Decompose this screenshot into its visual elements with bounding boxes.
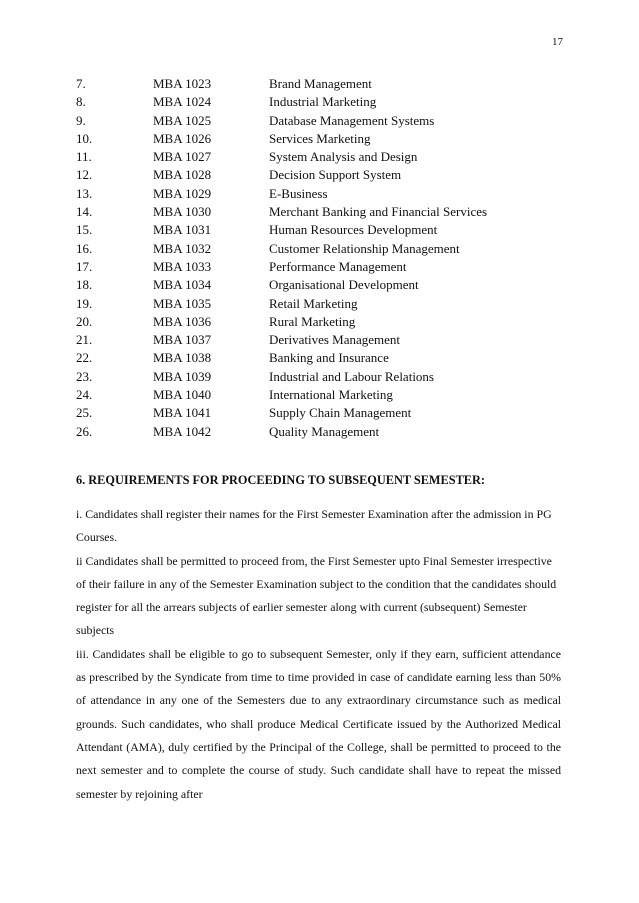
course-number: 23. [76, 368, 93, 384]
course-number: 14. [76, 204, 93, 220]
course-number: 12. [76, 167, 93, 183]
course-row [76, 240, 566, 258]
course-number: 19. [76, 295, 93, 311]
course-row [76, 386, 566, 404]
course-row [76, 258, 566, 276]
course-code: MBA 1024 [153, 94, 212, 110]
course-number: 13. [76, 185, 93, 201]
course-code: MBA 1032 [153, 240, 212, 256]
course-row [76, 313, 566, 331]
course-code: MBA 1036 [153, 313, 212, 329]
course-row [76, 221, 566, 239]
course-title: Banking and Insurance [269, 350, 389, 366]
course-number: 11. [76, 149, 92, 165]
section-body [76, 503, 561, 806]
course-number: 7. [76, 76, 86, 91]
course-code: MBA 1029 [153, 185, 212, 201]
course-title: Performance Management [269, 258, 407, 274]
course-row [76, 75, 566, 93]
course-title: Brand Management [269, 76, 372, 91]
course-code: MBA 1026 [153, 130, 212, 146]
course-number: 15. [76, 222, 93, 238]
course-number: 26. [76, 423, 93, 439]
paragraph-progression: ii Candidates shall be permitted to proceed from, the First Semester upto Final Semester irrespective of their failure in any of the Semester Examination subject to the condition that the candidates should register for all the arrears subjects of earlier semester along with current (subsequent) Semester subjects [76, 553, 557, 638]
course-row [76, 166, 566, 184]
course-number: 24. [76, 387, 93, 403]
course-row [76, 349, 566, 367]
course-code: MBA 1030 [153, 204, 212, 220]
course-title: Retail Marketing [269, 295, 358, 311]
course-code: MBA 1037 [153, 332, 212, 348]
course-row [76, 368, 566, 386]
course-title: Decision Support System [269, 167, 402, 183]
course-title: Services Marketing [269, 130, 371, 146]
course-title: Customer Relationship Management [269, 240, 460, 256]
course-number: 17. [76, 258, 93, 274]
course-row [76, 185, 566, 203]
course-number: 22. [76, 350, 93, 366]
course-code: MBA 1034 [153, 277, 212, 293]
course-title: Quality Management [269, 423, 380, 439]
course-number: 25. [76, 405, 93, 421]
course-title: Supply Chain Management [269, 405, 412, 421]
course-code: MBA 1031 [153, 222, 212, 238]
course-code: MBA 1025 [153, 112, 212, 128]
course-row [76, 112, 566, 130]
course-number: 18. [76, 277, 93, 293]
course-code: MBA 1027 [153, 149, 212, 165]
course-title: Industrial Marketing [269, 94, 377, 110]
page-number: 17 [552, 36, 563, 48]
paragraph-attendance: iii. Candidates shall be eligible to go to subsequent Semester, only if they earn, sufficient attendance as prescribed by the Syndicate from time to time provided in case of candidate earning less than 50% of attendance in any one of the Semesters due to any extraordinary circumstance such as medical grounds. Such candidates, who shall produce Medical Certificate issued by the Authorized Medical Attendant (AMA), duly certified by the Principal of the College, shall be permitted to proceed to the next semester and to complete the course of study. Such candidate shall have to repeat the missed semester by rejoining after [76, 646, 561, 801]
course-title: Derivatives Management [269, 332, 401, 348]
course-row [76, 93, 566, 111]
course-number: 16. [76, 240, 93, 256]
course-number: 20. [76, 313, 93, 329]
course-title: International Marketing [269, 387, 393, 403]
course-code: MBA 1033 [153, 258, 212, 274]
course-row [76, 331, 566, 349]
course-title: System Analysis and Design [269, 149, 418, 165]
course-row [76, 148, 566, 166]
section-heading: 6. REQUIREMENTS FOR PROCEEDING TO SUBSEQUENT SEMESTER: [76, 473, 485, 487]
course-number: 21. [76, 332, 93, 348]
course-row [76, 276, 566, 294]
course-code: MBA 1028 [153, 167, 212, 183]
course-row [76, 295, 566, 313]
course-number: 8. [76, 94, 86, 110]
course-code: MBA 1041 [153, 405, 212, 421]
course-title: Industrial and Labour Relations [269, 368, 434, 384]
course-title: Merchant Banking and Financial Services [269, 204, 488, 220]
course-row [76, 404, 566, 422]
course-code: MBA 1042 [153, 423, 212, 439]
course-code: MBA 1035 [153, 295, 212, 311]
course-code: MBA 1039 [153, 368, 212, 384]
course-title: Organisational Development [269, 277, 419, 293]
course-number: 9. [76, 112, 86, 128]
paragraph-registration: i. Candidates shall register their names for the First Semester Examination after the admission in PG Courses. [76, 507, 552, 545]
course-code: MBA 1038 [153, 350, 212, 366]
course-number: 10. [76, 130, 93, 146]
course-title: E-Business [269, 185, 328, 201]
course-title: Human Resources Development [269, 222, 438, 238]
course-code: MBA 1040 [153, 387, 212, 403]
course-list [76, 75, 566, 441]
course-code: MBA 1023 [153, 76, 212, 91]
course-row [76, 423, 566, 441]
course-row [76, 130, 566, 148]
course-row [76, 203, 566, 221]
course-title: Database Management Systems [269, 112, 435, 128]
course-title: Rural Marketing [269, 313, 356, 329]
